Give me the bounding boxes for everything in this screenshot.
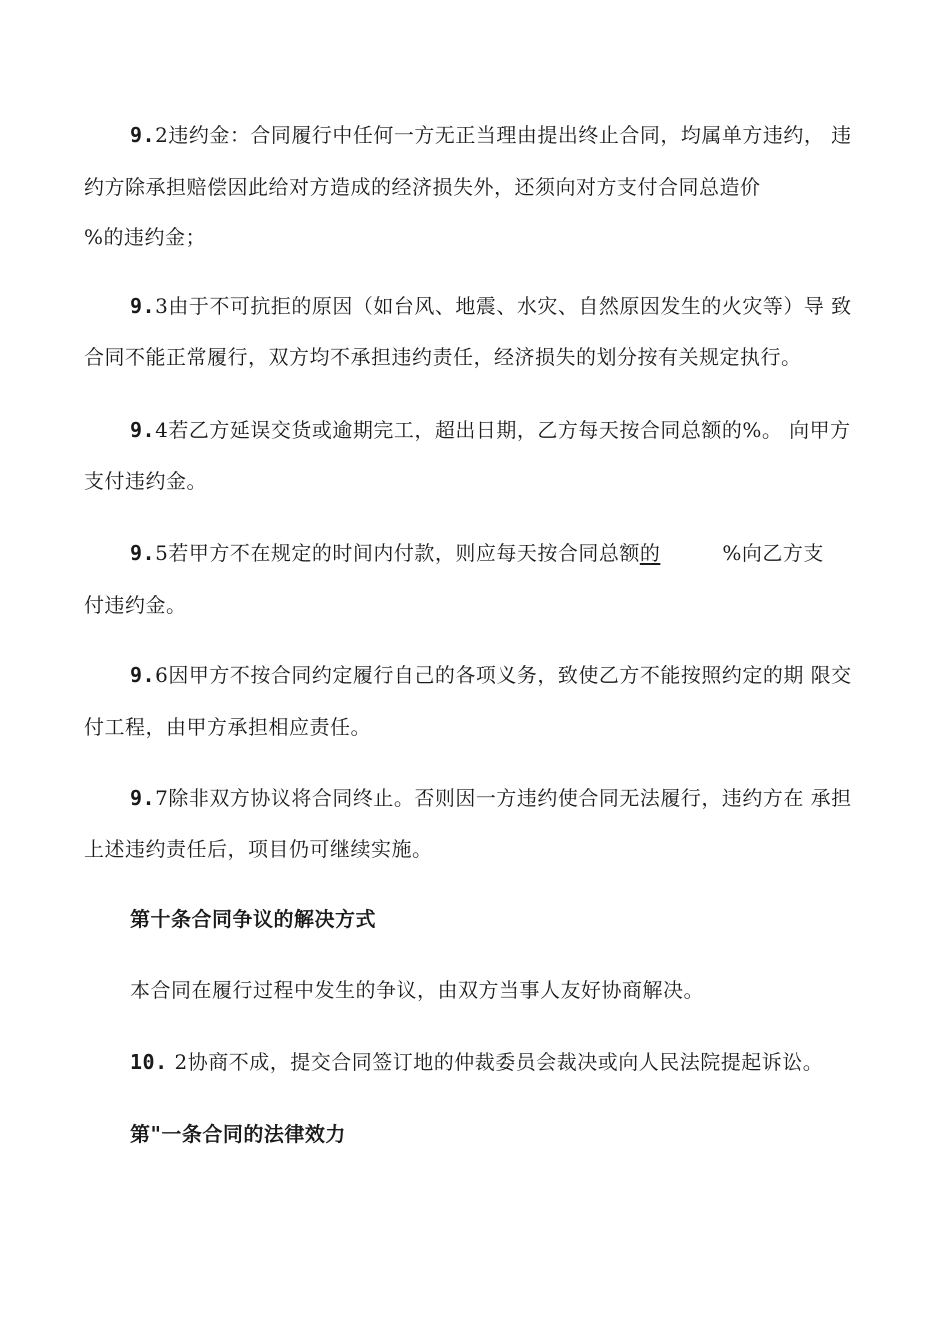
- clause-9-7-line-2: 上述违约责任后，项目仍可继续实施。: [84, 837, 433, 861]
- clause-9-3-line-1: [130, 293, 852, 319]
- clause-text: 2违约金：合同履行中任何一方无正当理由提出终止合同，均属单方违约， 违: [155, 123, 852, 147]
- clause-9-4-line-1: [130, 417, 851, 443]
- clause-number: 9.: [130, 663, 156, 687]
- clause-9-3-line-2: 合同不能正常履行，双方均不承担违约责任，经济损失的划分按有关规定执行。: [84, 345, 802, 369]
- clause-number: 9.: [130, 418, 156, 442]
- clause-9-5-line-2: 付违约金。: [84, 593, 187, 617]
- article-10-paragraph-1: 本合同在履行过程中发生的争议，由双方当事人友好协商解决。: [130, 978, 704, 1002]
- clause-9-2-line-2: 约方除承担赔偿因此给对方造成的经济损失外，还须向对方支付合同总造价: [84, 175, 761, 199]
- clause-number: 9.: [130, 541, 156, 565]
- clause-number: 9.: [130, 786, 156, 810]
- article-10-paragraph-2: [130, 1049, 823, 1075]
- clause-9-6-line-1: [130, 662, 852, 688]
- clause-9-5-line-1: [130, 540, 824, 566]
- clause-text: 7除非双方协议将合同终止。否则因一方违约使合同无法履行，违约方在 承担: [155, 786, 852, 810]
- article-10-heading: 第十条合同争议的解决方式: [130, 907, 376, 931]
- clause-9-6-line-2: 付工程，由甲方承担相应责任。: [84, 715, 371, 739]
- clause-text: 5若甲方不在规定的时间内付款，则应每天按合同总额: [155, 541, 640, 565]
- underlined-text: 的: [639, 541, 661, 565]
- article-11-heading: 第"一条合同的法律效力: [130, 1122, 346, 1146]
- clause-9-7-line-1: [130, 785, 852, 811]
- clause-9-2-line-1: [130, 122, 852, 148]
- clause-text: 6因甲方不按合同约定履行自己的各项义务，致使乙方不能按照约定的期 限交: [155, 663, 852, 687]
- clause-9-2-line-3: %的违约金；: [84, 225, 207, 249]
- clause-number: 10.: [130, 1050, 168, 1074]
- clause-text: 3由于不可抗拒的原因（如台风、地震、水灾、自然原因发生的火灾等）导 致: [155, 294, 852, 318]
- clause-text-tail: %向乙方支: [722, 541, 824, 565]
- clause-number: 9.: [130, 123, 156, 147]
- clause-text: 4若乙方延误交货或逾期完工，超出日期，乙方每天按合同总额的%。 向甲方: [155, 418, 851, 442]
- clause-number: 9.: [130, 294, 156, 318]
- clause-text: 2协商不成，提交合同签订地的仲裁委员会裁决或向人民法院提起诉讼。: [167, 1050, 824, 1074]
- clause-9-4-line-2: 支付违约金。: [84, 469, 207, 493]
